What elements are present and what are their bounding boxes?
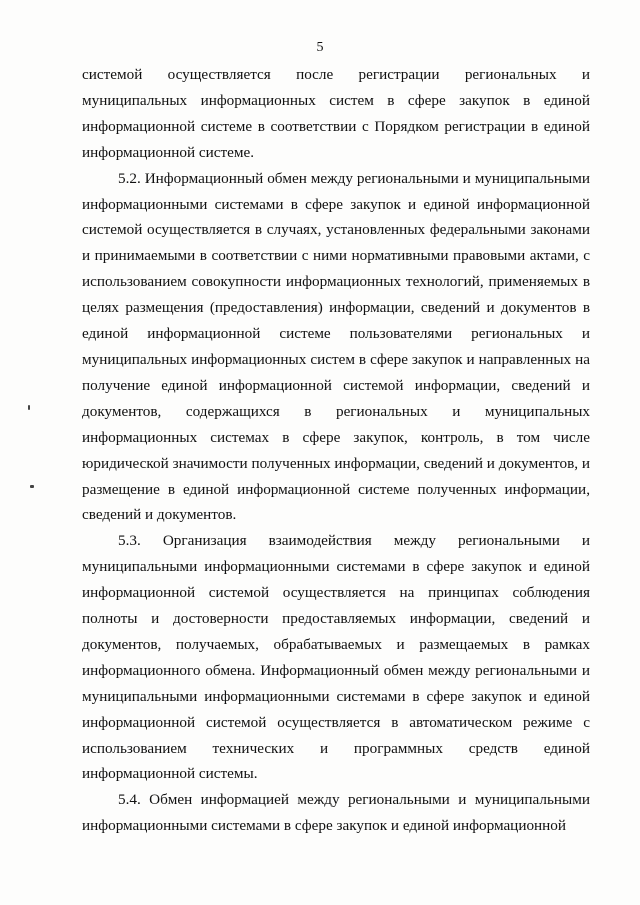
paragraph-5-4: 5.4. Обмен информацией между региональными и муниципальными информационными системами в сфере закупок и единой информационной — [82, 791, 590, 835]
scan-speck — [28, 405, 30, 410]
paragraph-5-2: 5.2. Информационный обмен между региональными и муниципальными информационными системами в сфере закупок и единой информационной системой осуществляется в случаях, установленных федеральными законами и принимаемыми в соответствии с ними нормативными правовыми актами, с использованием совокупности информационных технологий, применяемых в целях размещения (предоставления) информации, сведений и документов в единой информационной системе пользователями региональных и муниципальных информационных систем в сфере закупок и направленных на получение единой информационной системой информации, сведений и документов, содержащихся в региональных и муниципальных информационных системах в сфере закупок, контроль, в том числе юридической значимости полученных информации, сведений и документов, и размещение в единой информационной системе полученных информации, сведений и документов. — [82, 169, 590, 524]
document-body — [82, 62, 590, 839]
paragraph-continuation: системой осуществляется после регистрации региональных и муниципальных информационных систем в сфере закупок в единой информационной системе в соответствии с Порядком регистрации в единой информационной системе. — [82, 66, 590, 161]
scan-speck — [30, 485, 34, 488]
paragraph-5-3: 5.3. Организация взаимодействия между региональными и муниципальными информационными системами в сфере закупок и единой информационной системой осуществляется на принципах соблюдения полноты и достоверности предоставляемых информации, сведений и документов, получаемых, обрабатываемых и размещаемых в рамках информационного обмена. Информационный обмен между региональными и муниципальными информационными системами в сфере закупок и единой информационной системой осуществляется в автоматическом режиме с использованием технических и программных средств единой информационной системы. — [82, 532, 590, 783]
page-number: 5 — [316, 40, 324, 55]
